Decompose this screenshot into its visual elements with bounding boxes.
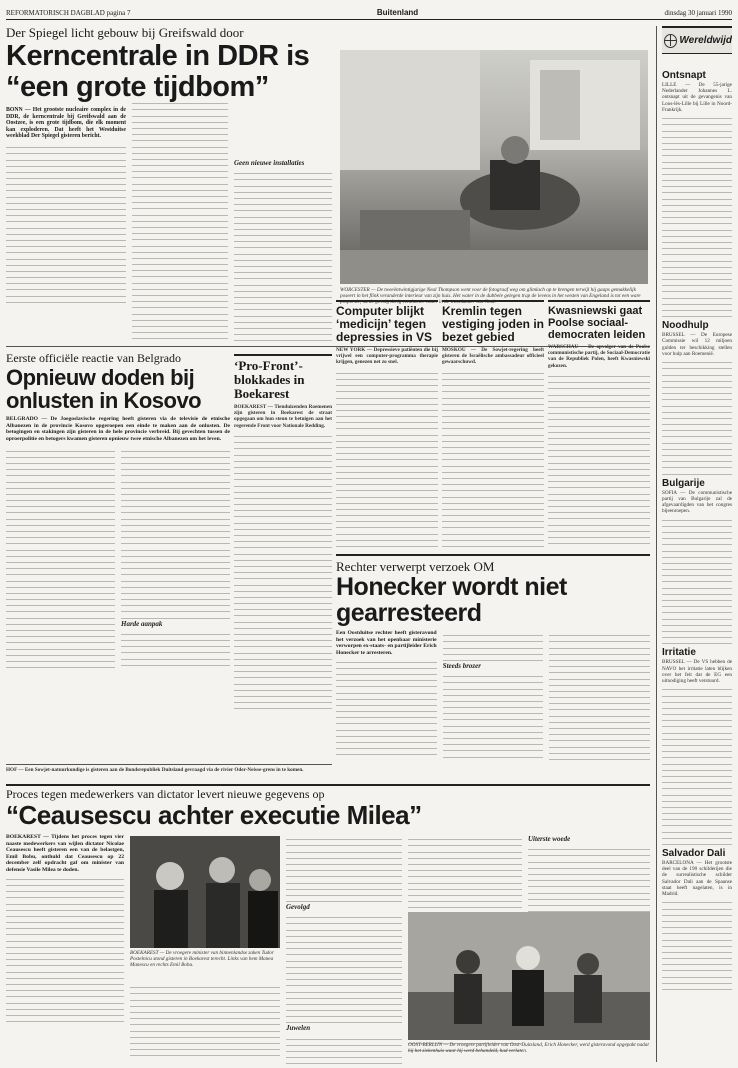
flood-photo-illustration xyxy=(340,50,648,284)
computer-dateline: NEW YORK — Depressieve patiënten die bij vrijwel een computer-programma therapie krijgen, genezen net zo snel. xyxy=(336,347,438,366)
boekarest-trial-photo xyxy=(130,836,280,948)
kremlin-dateline: MOSKOU — De Sowjet-regering heeft gisteren de Israëlische ambassadeur officieel gewaarschuwd. xyxy=(442,347,544,366)
milea-lead: BOEKAREST — Tijdens het proces tegen vier naaste medewerkers van wijlen dictator Nicolae Ceausescu heeft gisteren een van de belastgen, Emil Bobu, onthuld dat Ceausescu op 22 december zelf opdracht gaf om minister van defensie Vasile Milea te doden. xyxy=(6,834,124,873)
poland-story xyxy=(548,300,650,550)
computer-story xyxy=(336,300,438,550)
page-header xyxy=(6,4,732,20)
sidebar-item: Salvador Dali BARCELONA — Het grootste deel van de 190 schilderijen die de surrealistische schilder Salvador Dali aan de Spaanse staat heeft nagelaten, is in Madrid. xyxy=(662,848,732,990)
lead-intro: BONN — Het grootste nucleaire complex in de DDR, de kerncentrale bij Greifswald aan de Oostzee, is een grote tijdbom, die elk moment kan exploderen. Dat heeft het Westduitse weekblad Der Spiegel gisteren bericht. xyxy=(6,107,126,140)
milea-subhead-1: Gevolgd xyxy=(286,903,310,912)
header-section: Buitenland xyxy=(376,8,419,17)
lead-text-column-1 xyxy=(6,142,126,303)
lead-text-column-2 xyxy=(132,98,228,339)
milea-subhead-3: Juwelen xyxy=(286,1024,311,1033)
milea-kicker: Proces tegen medewerkers van dictator levert nieuwe gegevens op xyxy=(6,788,325,801)
kremlin-story xyxy=(442,300,544,550)
lead-story xyxy=(6,26,332,344)
lead-kicker: Der Spiegel licht gebouw bij Greifswald door xyxy=(6,26,244,40)
sidebar-item: Bulgarije SOFIA — De communistische partij van Bulgarije zal de afgevaardigden van het congres bijeenroepen. xyxy=(662,478,732,645)
flood-photo xyxy=(340,50,648,284)
sidebar-header xyxy=(662,26,732,54)
header-paper-name: REFORMATORISCH DAGBLAD pagina 7 xyxy=(6,9,131,17)
kosovo-lead: BELGRADO — De Joegoslavische regering heeft gisteren via de televisie de etnische Albanezen in de provincie Kosovo opgeroepen een einde te maken aan de onlusten. De betogingen en stakingen zijn gisteren in de hele provincie verbreid. Bij gevechten tussen de oproerpolitie en betogers kwamen gisteren opnieuw twee etnische Albanezen om het leven. xyxy=(6,416,230,442)
sidebar-title: Wereldwijd xyxy=(679,34,732,46)
sidebar-item: Irritatie BRUSSEL — De VS hebben de NAVO het irritatie laten blijken over het feit dat de EG een uitnodiging heeft verstuurd. xyxy=(662,647,732,845)
poland-dateline: WARSCHAU — De opvolger van de Poolse communistische partij, de Sociaal-Democratie van de Republiek Polen, heeft Kwasniewski gekozen. xyxy=(548,344,650,369)
globe-icon xyxy=(664,34,677,48)
pro-front-dateline: BOEKAREST — Tienduizenden Roemenen zijn gisteren in Boekarest de straat opgegaan om hun steun te betuigen aan het regerende Front voor Nationale Redding. xyxy=(234,404,332,429)
honecker-arrest-photo xyxy=(408,912,650,1040)
pro-front-headline: ‘Pro-Front’-blokkades in Boekarest xyxy=(234,358,305,401)
lead-headline: Kerncentrale in DDR is “een grote tijdbom” xyxy=(6,40,310,103)
flood-photo-caption: WORCESTER — De tweeëntwintigjarige Neal Thompson went voor de fotograaf weg om glimlach op te brengen terwijl hij gaaps gemakkelijk poseert in het flink veranderde interieur van zijn huis. Het water in de dubbele gelegen trap de levens in het westen van Engeland is tot een ware proporsie, nu de gevolg derig centimeter water in de woonkamer van Neal. xyxy=(340,287,641,305)
kosovo-story xyxy=(6,352,230,762)
sidebar-item: Ontsnapt LILLE — De 55-jarige Nederlander Johannes L. ontsnapt uit de gevangenis van Loos-lès-Lille bij Lille in Noord-Frankrijk. xyxy=(662,70,732,317)
honecker-subhead: Steeds brozer xyxy=(442,661,481,670)
honecker-lead: Een Oostduitse rechter heeft gisteravond het verzoek van het openbaar ministerie verworpen ex-staats- en partijleider Erich Honecker te arresteren. xyxy=(336,630,437,656)
kosovo-kicker: Eerste officiële reactie van Belgrado xyxy=(6,352,182,365)
sidebar-wereldwijd xyxy=(662,26,732,1062)
newspaper-page xyxy=(6,4,732,1064)
honecker-kicker: Rechter verwerpt verzoek OM xyxy=(336,559,495,574)
milea-subhead-2: Uiterste woede xyxy=(528,835,571,843)
kosovo-headline: Opnieuw doden bij onlusten in Kosovo xyxy=(6,365,202,413)
milea-story xyxy=(6,788,650,1064)
kremlin-headline: Kremlin tegen vestiging joden in bezet gebied xyxy=(442,304,544,344)
sidebar-item: Noodhulp BRUSSEL — De Europese Commissie wil 12 miljoen gulden ter beschikking stellen voor hulp aan Roemenië. xyxy=(662,320,732,474)
lead-text-column-3 xyxy=(234,158,332,344)
trial-photo-illustration xyxy=(130,836,280,948)
arrest-photo-caption: OOST-BERLIJN — De vroegere partijleider van Oost-Duitsland, Erich Honecker, werd gisteravond opgepakt nadat hij het ziekenhuis waar hij werd behandeld, had verlaten. xyxy=(408,1042,649,1054)
sidebar-list xyxy=(662,70,732,990)
kosovo-subhead: Harde aanpak xyxy=(121,619,163,628)
arrest-photo-illustration xyxy=(408,912,650,1040)
milea-headline: “Ceausescu achter executie Milea” xyxy=(6,800,422,830)
computer-headline: Computer blijkt ‘medicijn’ tegen depressies in VS xyxy=(336,304,433,344)
header-date: dinsdag 30 januari 1990 xyxy=(664,9,732,17)
honecker-headline: Honecker wordt niet gearresteerd xyxy=(336,573,567,627)
honecker-story xyxy=(336,554,650,760)
poland-headline: Kwasniewski gaat Poolse sociaal-democraten leiden xyxy=(548,305,646,341)
kosovo-caption: HOF — Een Sowjet-natuurkundige is gisteren aan de Bondsrepubliek Duitsland gevraagd via de rivier Oder-Neisse-grens in te komen. xyxy=(6,767,304,773)
trial-photo-caption: BOEKAREST — De vroegere minister van binnenlandse zaken Tudor Postelnicu stond gisteren in Boekarest terecht. Links van hem Manea Manescu en rechts Emil Bobu. xyxy=(130,950,274,968)
pro-front-story xyxy=(234,354,332,764)
lead-subhead: Geen nieuwe installaties xyxy=(234,159,305,167)
